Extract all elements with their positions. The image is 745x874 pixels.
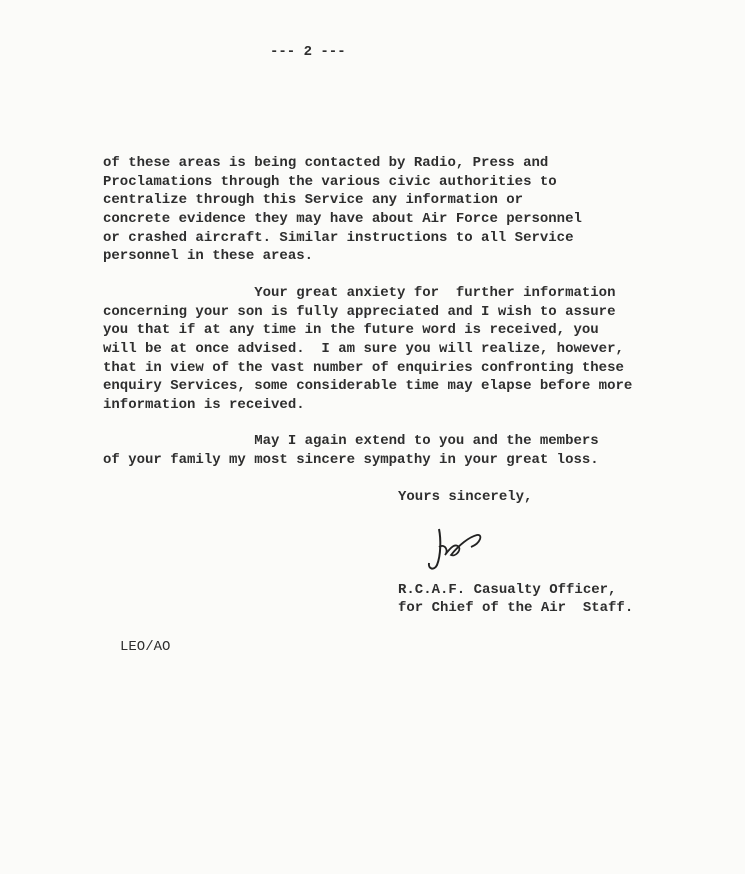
text-line: of these areas is being contacted by Radio, Press and xyxy=(103,155,549,171)
page-number: --- 2 --- xyxy=(270,44,346,60)
text-line: personnel in these areas. xyxy=(103,248,314,265)
text-line: that in view of the vast number of enquiries confronting these xyxy=(103,359,624,376)
text-line: concrete evidence they may have about Air Force personnel xyxy=(103,211,582,228)
closing: Yours sincerely, xyxy=(398,489,533,505)
signatory-for: for Chief of the Air Staff. xyxy=(398,600,634,616)
text-line: or crashed aircraft. Similar instructions to all Service xyxy=(103,229,574,246)
paragraph-2 xyxy=(103,284,632,415)
reference-initials: LEO/AO xyxy=(120,639,171,655)
text-line: centralize through this Service any information or xyxy=(103,192,524,209)
paragraph-1 xyxy=(103,154,582,266)
signatory-title: R.C.A.F. Casualty Officer, xyxy=(398,582,617,598)
text-line: concerning your son is fully appreciated and I wish to assure xyxy=(103,303,616,320)
text-line: information is received. xyxy=(103,397,305,414)
text-line: May I again extend to you and the members xyxy=(103,433,599,449)
text-line: Your great anxiety for further information xyxy=(103,285,616,301)
text-line: will be at once advised. I am sure you will realize, however, xyxy=(103,341,624,358)
paragraph-3 xyxy=(103,432,599,469)
text-line: enquiry Services, some considerable time may elapse before more xyxy=(103,378,633,395)
handwritten-signature xyxy=(425,525,490,575)
text-line: you that if at any time in the future word is received, you xyxy=(103,322,599,339)
text-line: of your family my most sincere sympathy in your great loss. xyxy=(103,451,599,468)
text-line: Proclamations through the various civic authorities to xyxy=(103,173,557,190)
